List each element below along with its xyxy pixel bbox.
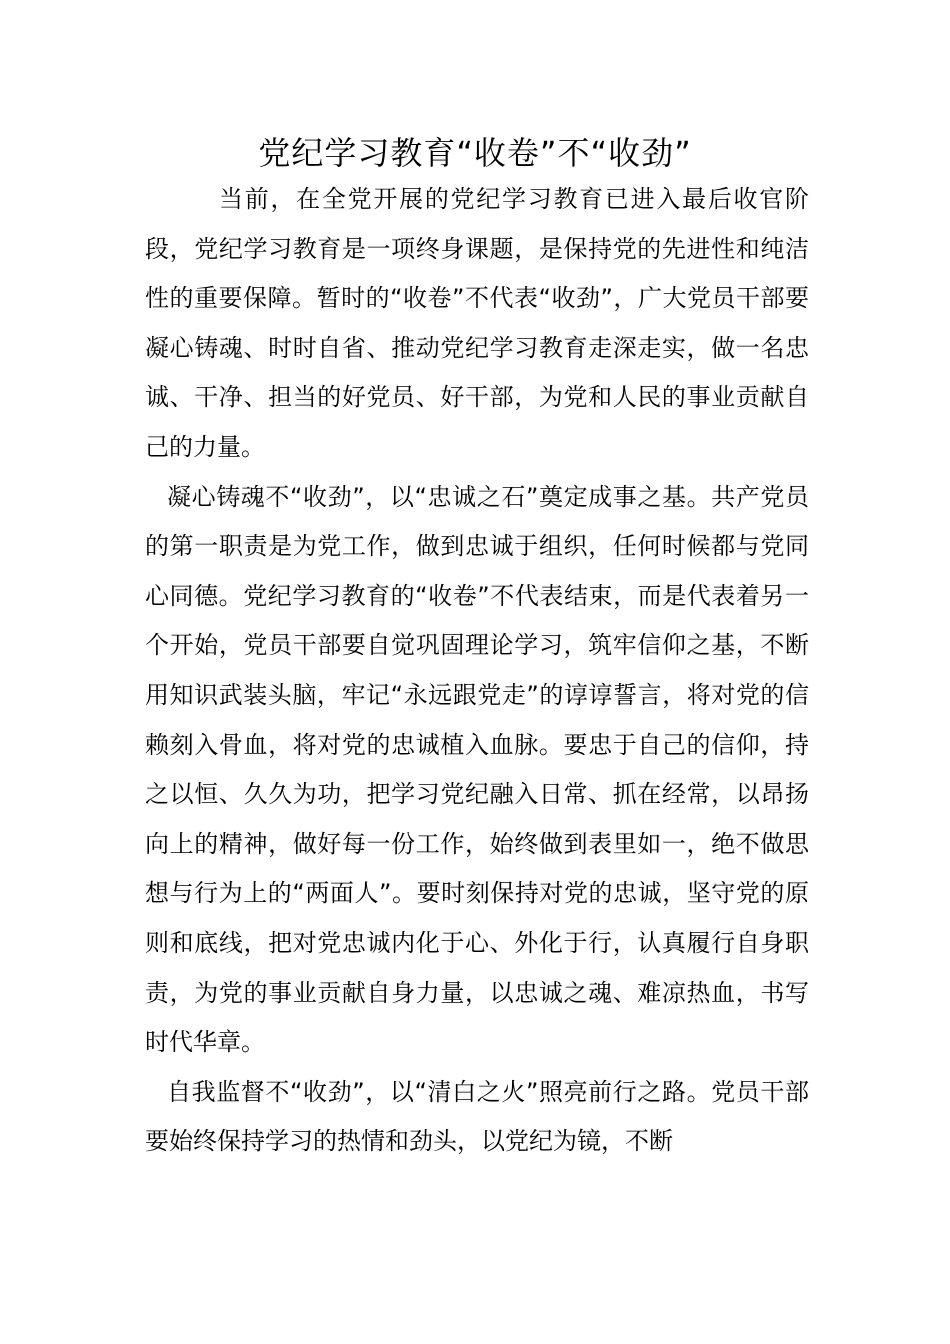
- paragraph-self-supervision: 自我监督不“收劲”，以“清白之火”照亮前行之路。党员干部要始终保持学习的热情和劲头，以党纪为镜，不断: [145, 1077, 809, 1156]
- document-body: [145, 175, 809, 1167]
- paragraph-loyalty: 凝心铸魂不“收劲”，以“忠诚之石”奠定成事之基。共产党员的第一职责是为党工作，做到忠诚于组织，任何时候都与党同心同德。党纪学习教育的“收卷”不代表结束，而是代表着另一个开始，党员干部要自觉巩固理论学习，筑牢信仰之基，不断用知识武装头脑，牢记“永远跟党走”的谆谆誓言，将对党的信赖刻入骨血，将对党的忠诚植入血脉。要忠于自己的信仰，持之以恒、久久为功，把学习党纪融入日常、抓在经常，以昂扬向上的精神，做好每一份工作，始终做到表里如一，绝不做思想与行为上的“两面人”。要时刻保持对党的忠诚，坚守党的原则和底线，把对党忠诚内化于心、外化于行，认真履行自身职责，为党的事业贡献自身力量，以忠诚之魂、难凉热血，书写时代华章。: [145, 482, 809, 1057]
- document-title: 党纪学习教育“收卷”不“收劲”: [258, 134, 692, 172]
- paragraph-intro: 当前，在全党开展的党纪学习教育已进入最后收官阶段，党纪学习教育是一项终身课题，是保持党的先进性和纯洁性的重要保障。暂时的“收卷”不代表“收劲”，广大党员干部要凝心铸魂、时时自省、推动党纪学习教育走深走实，做一名忠诚、干净、担当的好党员、好干部，为党和人民的事业贡献自己的力量。: [145, 185, 809, 461]
